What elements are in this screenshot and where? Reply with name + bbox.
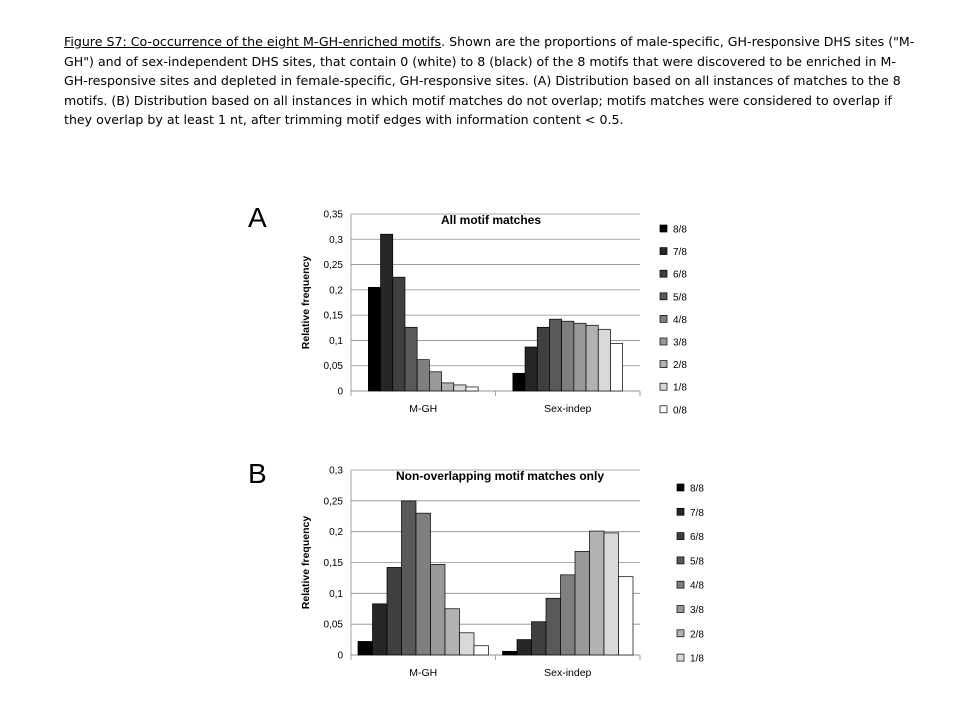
figure-caption-text: . Shown are the proportions of male-specific, GH-responsive DHS sites ("M-GH") and of sex-independent DHS sites, that contain 0 (white) to 8 (black) of the 8 motifs that were discovered to be enriched in M-GH-responsive sites and depleted in female-specific, GH-responsive sites. (A) Distribution based on all instances of matches to the 8 motifs. (B) Distribution based on all instances in which motif matches do not overlap; motifs matches were considered to overlap if they overlap by at least 1 nt, after trimming motif edges with information content < 0.5. [64, 34, 915, 127]
legend-label: 1/8 [673, 382, 687, 394]
chart-title: All motif matches [440, 213, 542, 227]
y-tick-label: 0,2 [329, 527, 343, 539]
legend-label: 8/8 [673, 224, 687, 236]
figure-label: Figure S7: Co-occurrence of the eight M-GH-enriched motifs [64, 34, 442, 49]
legend-label: 7/8 [690, 507, 704, 519]
bar [562, 321, 574, 391]
legend-swatch [660, 293, 667, 300]
bar [525, 347, 537, 391]
legend-label: 4/8 [673, 314, 687, 326]
bar [466, 387, 478, 391]
bar [417, 360, 429, 391]
bar [402, 501, 417, 655]
y-tick-label: 0,3 [329, 234, 343, 246]
y-tick-label: 0,2 [329, 285, 343, 297]
chart-title: Non-overlapping motif matches only [395, 469, 605, 483]
legend-swatch [677, 606, 684, 613]
legend-label: 6/8 [690, 532, 704, 544]
legend-swatch [660, 406, 667, 413]
bar [619, 577, 634, 655]
bar [445, 609, 460, 655]
y-tick-label: 0,25 [323, 260, 343, 272]
x-tick-label: M-GH [409, 667, 438, 679]
legend-label: 3/8 [673, 337, 687, 349]
bar [532, 622, 547, 655]
bar [373, 604, 388, 655]
figure-caption [64, 32, 916, 130]
bar [381, 234, 393, 391]
bar [393, 277, 405, 391]
bar [574, 323, 586, 391]
bar [460, 633, 475, 655]
bar [537, 327, 549, 391]
legend-label: 4/8 [690, 580, 704, 592]
y-tick-label: 0,1 [329, 588, 343, 600]
legend-label: 1/8 [690, 653, 704, 665]
legend-swatch [677, 533, 684, 540]
bar [513, 373, 525, 391]
y-tick-label: 0 [337, 386, 343, 398]
bar [575, 551, 590, 655]
y-tick-label: 0,3 [329, 465, 343, 477]
bar [604, 533, 619, 655]
legend-swatch [660, 361, 667, 368]
legend-swatch [677, 654, 684, 661]
panel-label-a: A [248, 202, 267, 233]
bar [598, 329, 610, 391]
y-tick-label: 0 [337, 650, 343, 662]
bar [431, 564, 446, 655]
legend-label: 2/8 [673, 360, 687, 372]
y-tick-label: 0,05 [323, 361, 343, 373]
y-tick-label: 0,15 [323, 310, 343, 322]
legend-swatch [677, 508, 684, 515]
panel-label-b: B [248, 458, 267, 489]
legend-label: 6/8 [673, 269, 687, 281]
chart-all-motif-matches [292, 200, 712, 435]
legend-label: 3/8 [690, 605, 704, 616]
bar [503, 651, 518, 655]
legend-swatch [660, 248, 667, 255]
legend-swatch [660, 338, 667, 345]
y-axis-label: Relative frequency [300, 255, 312, 350]
bar [474, 646, 489, 655]
y-tick-label: 0,15 [323, 558, 343, 569]
bar [546, 598, 561, 655]
bar [454, 385, 466, 391]
legend-label: 8/8 [690, 483, 704, 495]
bar [442, 383, 454, 391]
legend-label: 2/8 [690, 629, 704, 641]
legend-label: 5/8 [690, 556, 704, 568]
bar [387, 567, 402, 655]
legend-label: 0/8 [673, 405, 687, 417]
bar [586, 325, 598, 391]
chart-non-overlapping-matches [292, 458, 712, 688]
y-axis-label: Relative frequency [300, 515, 312, 610]
bar [561, 575, 576, 655]
y-tick-label: 0,35 [323, 209, 343, 221]
legend-swatch [677, 484, 684, 491]
bar [590, 531, 605, 655]
bar [610, 343, 622, 391]
legend-swatch [660, 383, 667, 390]
legend-swatch [677, 557, 684, 564]
legend-swatch [677, 581, 684, 588]
legend-label: 7/8 [673, 247, 687, 259]
x-tick-label: Sex-indep [544, 667, 592, 679]
legend-swatch [660, 270, 667, 277]
x-tick-label: Sex-indep [544, 403, 592, 415]
legend-swatch [677, 630, 684, 637]
legend-swatch [660, 225, 667, 232]
bar [549, 319, 561, 391]
bar [368, 287, 380, 391]
bar [405, 327, 417, 391]
y-tick-label: 0,05 [323, 619, 343, 631]
bar [416, 513, 431, 655]
x-tick-label: M-GH [409, 403, 438, 415]
bar [517, 640, 532, 655]
legend-swatch [660, 315, 667, 322]
y-tick-label: 0,1 [329, 335, 343, 347]
bar [358, 641, 373, 655]
legend-label: 5/8 [673, 292, 687, 304]
bar [429, 372, 441, 391]
y-tick-label: 0,25 [323, 496, 343, 508]
